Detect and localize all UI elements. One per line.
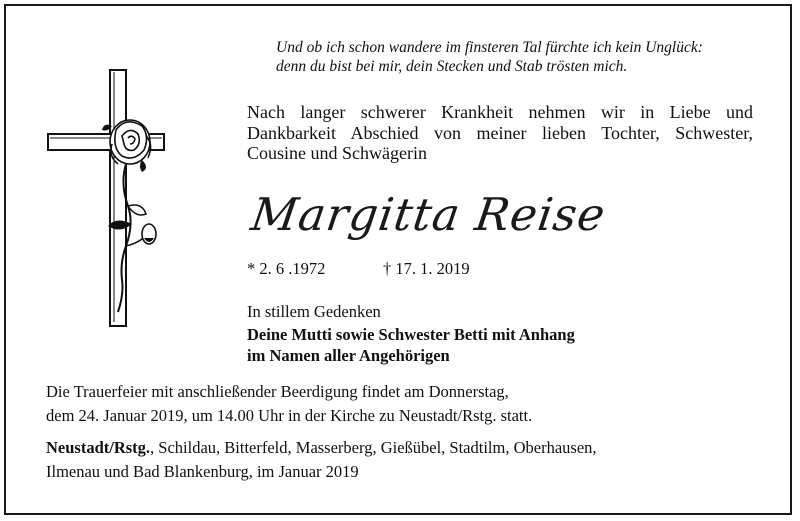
intro-text xyxy=(247,102,753,164)
death-date: † 17. 1. 2019 xyxy=(383,259,470,278)
intro-line-1: Nach langer schwerer Krankheit nehmen wir in Liebe und xyxy=(247,102,753,122)
cross-with-rose-icon xyxy=(42,66,172,337)
places-and-date xyxy=(46,436,766,484)
places-line-1 xyxy=(46,436,766,460)
intro-line-2: Dankbarkeit Abschied von meiner lieben Tochter, Schwester, xyxy=(247,122,753,143)
verse-line-1: Und ob ich schon wandere im finsteren Tal fürchte ich kein Unglück: xyxy=(276,39,703,56)
funeral-service-info xyxy=(46,380,766,428)
birth-date: * 2. 6 .1972 xyxy=(247,259,326,278)
mourners-line-1: Deine Mutti sowie Schwester Betti mit Anhang xyxy=(247,325,575,344)
places-line-2: Ilmenau und Bad Blankenburg, im Januar 2019 xyxy=(46,462,359,481)
mourners-line-2: im Namen aller Angehörigen xyxy=(247,346,450,365)
mourners-signature xyxy=(247,324,575,366)
verse-line-2: denn du bist bei mir, dein Stecken und Stab trösten mich. xyxy=(276,58,628,75)
intro-line-3: Cousine und Schwägerin xyxy=(247,143,427,163)
scripture-verse xyxy=(276,38,776,76)
places-bold-town: Neustadt/Rstg. xyxy=(46,438,151,457)
deceased-name: Margitta Reise xyxy=(248,188,609,241)
remembrance-heading: In stillem Gedenken xyxy=(247,302,381,321)
places-rest: , Schildau, Bitterfeld, Masserberg, Gießübel, Stadtilm, Oberhausen, xyxy=(150,438,597,457)
service-line-1: Die Trauerfeier mit anschließender Beerdigung findet am Donnerstag, xyxy=(46,382,509,401)
service-line-2: dem 24. Januar 2019, um 14.00 Uhr in der Kirche zu Neustadt/Rstg. statt. xyxy=(46,406,533,425)
